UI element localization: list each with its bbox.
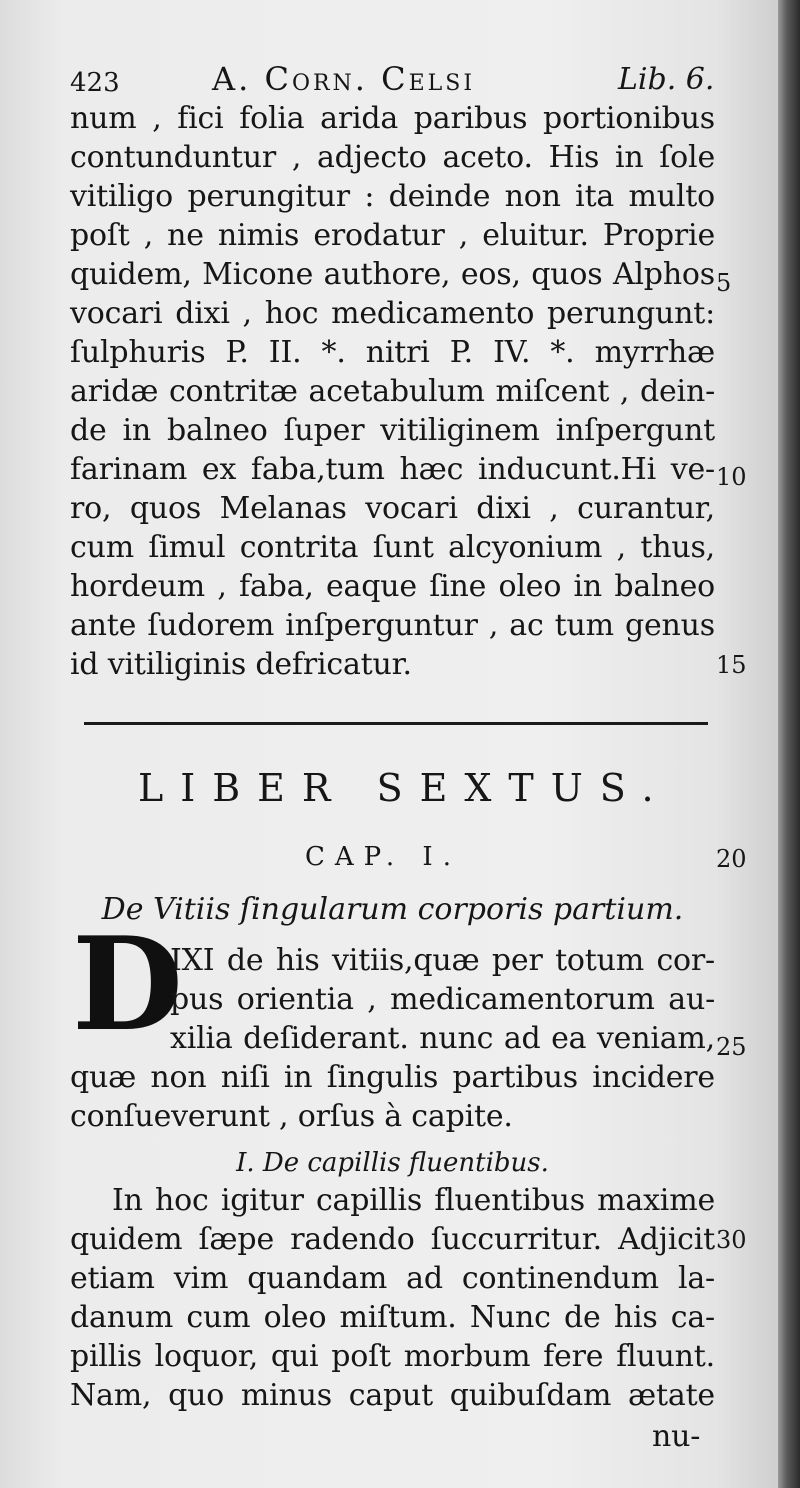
text-line: In hoc igitur capillis fluentibus maxime bbox=[112, 1183, 715, 1218]
text-line: hordeum , faba, eaque ſine oleo in balneo bbox=[70, 569, 715, 604]
text-line: ro, quos Melanas vocari dixi , curantur, bbox=[70, 491, 715, 526]
margin-line-number: 25 bbox=[716, 1033, 747, 1061]
book-title: LIBER SEXTUS. bbox=[138, 766, 671, 810]
book-label: Lib. 6. bbox=[618, 62, 715, 97]
catchword: nu- bbox=[652, 1419, 701, 1454]
text-line: aridæ contritæ acetabulum miſcent , dein- bbox=[70, 374, 715, 409]
text-line: poſt , ne nimis erodatur , eluitur. Proprie bbox=[70, 218, 715, 253]
text-line: de in balneo ſuper vitiliginem inſpergunt bbox=[70, 413, 715, 448]
margin-line-number: 30 bbox=[716, 1226, 747, 1254]
text-line: etiam vim quandam ad continendum la- bbox=[70, 1261, 715, 1296]
text-line: quidem, Micone authore, eos, quos Alphos bbox=[70, 257, 715, 292]
text-line: id vitiliginis defricatur. bbox=[70, 647, 412, 682]
text-line: vitiligo perungitur : deinde non ita multo bbox=[70, 179, 715, 214]
section-divider bbox=[84, 722, 708, 725]
running-title: A. Corn. Celsi bbox=[212, 60, 476, 98]
chapter-heading: CAP. I. bbox=[305, 842, 461, 872]
text-line: quæ non niſi in ſingulis partibus incidere bbox=[70, 1060, 715, 1095]
text-line: vocari dixi , hoc medicamento perungunt: bbox=[70, 296, 715, 331]
text-line: IXI de his vitiis,quæ per totum cor- bbox=[170, 943, 715, 978]
text-line: Nam, quo minus caput quibuſdam ætate bbox=[70, 1378, 715, 1413]
drop-cap: D bbox=[72, 910, 183, 1060]
text-line: cum ſimul contrita ſunt alcyonium , thus, bbox=[70, 530, 715, 565]
text-line: ante ſudorem inſperguntur , ac tum genus bbox=[70, 608, 715, 643]
margin-line-number: 10 bbox=[716, 463, 747, 491]
text-line: farinam ex faba,tum hæc inducunt.Hi ve- bbox=[70, 452, 715, 487]
page-number: 423 bbox=[70, 68, 120, 98]
text-line: num , fici folia arida paribus portionibus bbox=[70, 101, 715, 136]
margin-line-number: 20 bbox=[716, 845, 747, 873]
text-line: pillis loquor, qui poſt morbum fere fluunt. bbox=[70, 1339, 715, 1374]
chapter-subtitle: De Vitiis ſingularum corporis partium. bbox=[101, 892, 684, 927]
page-edge-shadow bbox=[778, 0, 800, 1488]
text-line: ſulphuris P. II. *. nitri P. IV. *. myrrhæ bbox=[70, 335, 715, 370]
section-heading: I. De capillis fluentibus. bbox=[236, 1148, 549, 1178]
text-line: quidem ſæpe radendo ſuccurritur. Adjicit bbox=[70, 1222, 715, 1257]
text-line: danum cum oleo miſtum. Nunc de his ca- bbox=[70, 1300, 715, 1335]
margin-line-number: 15 bbox=[716, 651, 747, 679]
margin-line-number: 5 bbox=[716, 269, 732, 297]
text-line: xilia deſiderant. nunc ad ea veniam, bbox=[170, 1021, 715, 1056]
text-line: contunduntur , adjecto aceto. His in ſole bbox=[70, 140, 715, 175]
text-line: conſueverunt , orſus à capite. bbox=[70, 1099, 513, 1134]
text-line: pus orientia , medicamentorum au- bbox=[170, 982, 715, 1017]
